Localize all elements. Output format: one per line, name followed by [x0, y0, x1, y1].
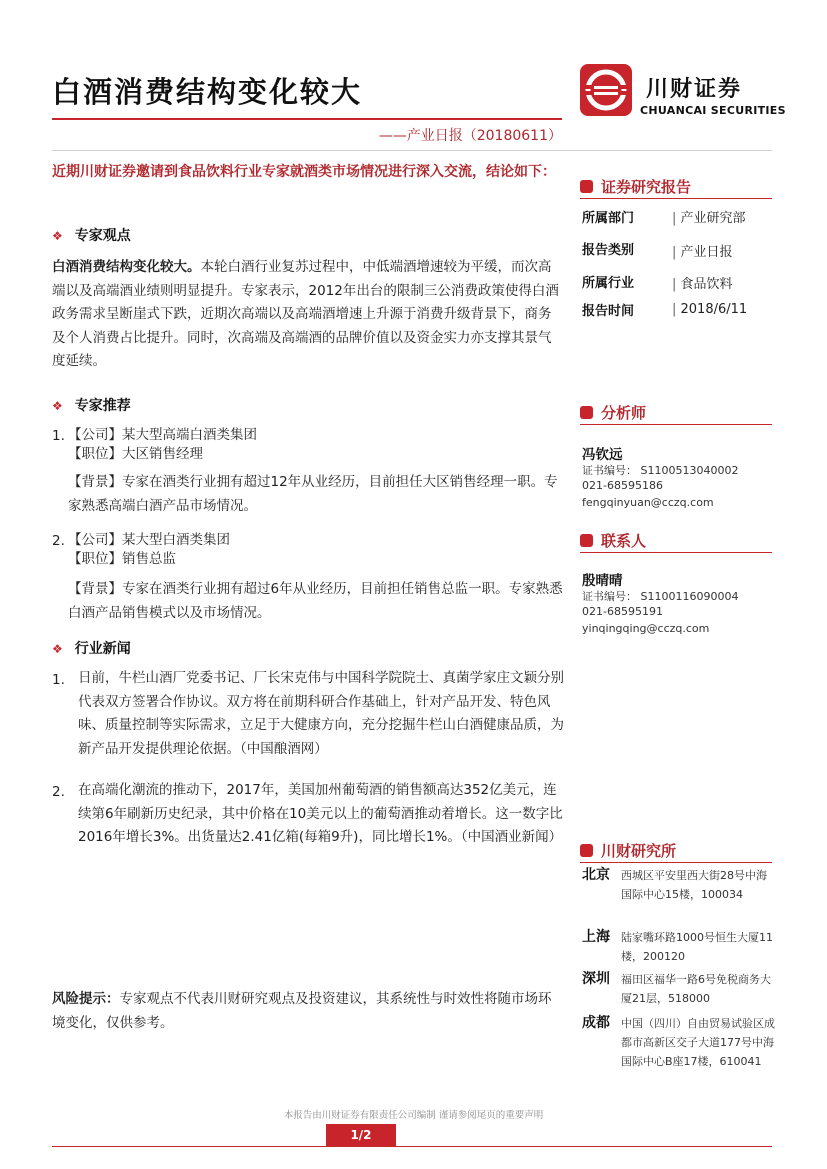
- risk-warning: [52, 988, 564, 1035]
- office-city: 深圳: [582, 971, 610, 987]
- risk-text: 专家观点不代表川财研究观点及投资建议，其系统性与时效性将随市场环境变化，仅供参考。: [52, 991, 552, 1031]
- section-industry-news: [52, 638, 131, 658]
- analyst-email[interactable]: fengqinyuan@cczq.com: [582, 496, 714, 509]
- expert-1-background: [68, 471, 564, 518]
- expert-1-background-text: 【背景】专家在酒类行业拥有超过12年从业经历，目前担任大区销售经理一职。专家熟悉高端白酒产品市场情况。: [68, 474, 558, 514]
- risk-label: 风险提示：: [52, 991, 120, 1007]
- expert-2-background: [68, 578, 564, 625]
- sidebar-contact-heading: [580, 530, 646, 551]
- title-divider: [52, 118, 562, 120]
- expert-2-background-text: 【背景】专家在酒类行业拥有超过6年从业经历，目前担任销售总监一职。专家熟悉白酒产品销售模式以及市场情况。: [68, 581, 563, 621]
- info-label: 所属行业: [582, 276, 635, 291]
- sidebar-analyst-heading: [580, 402, 646, 423]
- company-name-en: CHUANCAI SECURITIES: [640, 104, 786, 117]
- footer-disclaimer: 本报告由川财证券有限责任公司编制 谨请参阅尾页的重要声明: [283, 1110, 544, 1121]
- list-item-number: 2.: [52, 533, 65, 549]
- company-logo-icon: [580, 64, 632, 116]
- news-item-2: 在高端化潮流的推动下，2017年，美国加州葡萄酒的销售额高达352亿美元，连续第6年刷新历史纪录，其中价格在10美元以上的葡萄酒推动着增长。这一数字比2016年增长3%。出货量达2.41亿箱(每箱9升)，同比增长1%。（中国酒业新闻）: [78, 782, 563, 845]
- report-icon: [580, 180, 593, 193]
- info-value: | 产业日报: [672, 241, 733, 260]
- analyst-cert: 证书编号： S1100513040002: [582, 464, 739, 477]
- office-city: 北京: [582, 867, 610, 883]
- page-number: 1/2: [326, 1124, 396, 1146]
- list-item-number: 1.: [52, 428, 65, 444]
- contact-phone: 021-68595191: [582, 605, 663, 618]
- office-city: 上海: [582, 929, 610, 945]
- section-expert-view: [52, 225, 131, 245]
- contact-name: 殷晴晴: [582, 573, 623, 589]
- diamond-bullet-icon: ❖: [52, 642, 63, 656]
- expert-view-lead: 白酒消费结构变化较大。: [52, 259, 201, 275]
- expert-1-company: 【公司】某大型高端白酒类集团: [68, 427, 257, 443]
- expert-view-body: 本轮白酒行业复苏过程中，中低端酒增速较为平缓，而次高端以及高端酒业绩则明显提升。专家表示，2012年出台的限制三公消费政策使得白酒政务需求呈断崖式下跌，近期次高端以及高端酒增速上升源于消费升级背景下，商务及个人消费占比提升。同时，次高端及高端酒的品牌价值以及资金实力亦支撑其景气度延续。: [52, 259, 559, 369]
- sidebar-institute-heading: [580, 840, 676, 861]
- section-heading: 行业新闻: [74, 641, 131, 657]
- analyst-icon: [580, 406, 593, 419]
- sidebar-divider: [580, 862, 772, 863]
- sidebar-heading-label: 证券研究报告: [601, 178, 692, 196]
- sidebar-divider: [580, 552, 772, 553]
- office-address: 中国（四川）自由贸易试验区成都市高新区交子大道177号中海国际中心B座17楼，610041: [621, 1017, 775, 1068]
- contact-icon: [580, 534, 593, 547]
- info-value: | 2018/6/11: [672, 302, 747, 317]
- sidebar-divider: [580, 424, 772, 425]
- analyst-phone: 021-68595186: [582, 479, 663, 492]
- list-item-number: 1.: [52, 672, 65, 688]
- company-name-cn: 川财证券: [646, 77, 743, 102]
- office-address: 陆家嘴环路1000号恒生大厦11楼，200120: [621, 931, 773, 963]
- expert-2-company: 【公司】某大型白酒类集团: [68, 532, 230, 548]
- list-item-number: 2.: [52, 784, 65, 800]
- office-address: 西城区平安里西大街28号中海国际中心15楼，100034: [621, 869, 767, 901]
- analyst-name: 冯钦远: [582, 447, 623, 463]
- diamond-bullet-icon: ❖: [52, 399, 63, 413]
- info-label: 报告时间: [582, 304, 635, 319]
- diamond-bullet-icon: ❖: [52, 229, 63, 243]
- report-subtitle: ——产业日报（20180611）: [378, 128, 562, 144]
- expert-view-paragraph: [52, 256, 564, 374]
- section-expert-recommend: [52, 395, 131, 415]
- expert-2-position: 【职位】销售总监: [68, 551, 176, 567]
- sidebar-heading-label: 川财研究所: [601, 842, 677, 860]
- sidebar-divider: [580, 198, 772, 199]
- sidebar-report-heading: [580, 176, 691, 197]
- news-item-1: 日前，牛栏山酒厂党委书记、厂长宋克伟与中国科学院院士、真菌学家庄文颖分别代表双方签署合作协议。双方将在前期科研合作基础上，针对产品开发、特色风味、质量控制等实际需求，立足于大健康方向，充分挖掘牛栏山白酒健康品质，为新产品开发提供理论依据。（中国酿酒网）: [78, 670, 564, 757]
- header-divider: [52, 150, 772, 151]
- section-heading: 专家推荐: [74, 398, 131, 414]
- section-heading: 专家观点: [74, 228, 131, 244]
- footer-divider: [52, 1146, 772, 1147]
- info-value: | 产业研究部: [672, 207, 746, 226]
- contact-cert: 证书编号： S1100116090004: [582, 590, 739, 603]
- contact-email[interactable]: yinqingqing@cczq.com: [582, 622, 710, 635]
- intro-summary: 近期川财证券邀请到食品饮料行业专家就酒类市场情况进行深入交流，结论如下：: [52, 164, 556, 180]
- sidebar-heading-label: 分析师: [601, 404, 647, 422]
- info-value: | 食品饮料: [672, 273, 733, 292]
- office-address: 福田区福华一路6号免税商务大厦21层，518000: [621, 973, 771, 1005]
- info-label: 所属部门: [582, 211, 635, 226]
- institute-icon: [580, 844, 593, 857]
- expert-1-position: 【职位】大区销售经理: [68, 446, 203, 462]
- info-label: 报告类别: [582, 243, 635, 258]
- sidebar-heading-label: 联系人: [601, 532, 647, 550]
- office-city: 成都: [582, 1015, 610, 1031]
- page-title: 白酒消费结构变化较大: [52, 75, 363, 109]
